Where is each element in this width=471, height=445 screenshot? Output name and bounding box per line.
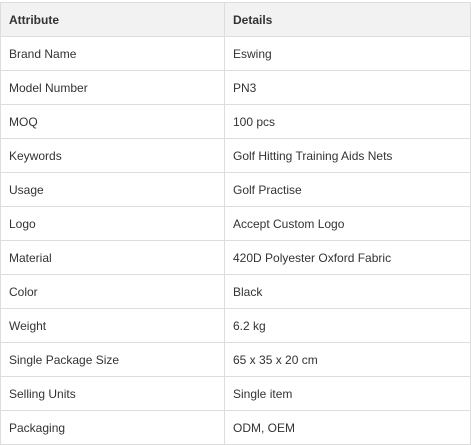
attribute-cell: Keywords	[1, 139, 225, 173]
table-row	[1, 377, 471, 411]
table-row	[1, 343, 471, 377]
attribute-cell: Brand Name	[1, 37, 225, 71]
details-cell: 65 x 35 x 20 cm	[225, 343, 471, 377]
attribute-cell: Logo	[1, 207, 225, 241]
attribute-cell: Packaging	[1, 411, 225, 445]
details-cell: PN3	[225, 71, 471, 105]
details-cell: 6.2 kg	[225, 309, 471, 343]
table-row	[1, 139, 471, 173]
attribute-cell: Selling Units	[1, 377, 225, 411]
details-cell: Black	[225, 275, 471, 309]
table-row	[1, 241, 471, 275]
table-row	[1, 411, 471, 445]
table-row	[1, 173, 471, 207]
table-row	[1, 37, 471, 71]
details-cell: Eswing	[225, 37, 471, 71]
header-details: Details	[225, 3, 471, 37]
details-cell: 420D Polyester Oxford Fabric	[225, 241, 471, 275]
attribute-cell: Material	[1, 241, 225, 275]
details-cell: ODM, OEM	[225, 411, 471, 445]
table-body	[1, 37, 471, 445]
header-attribute: Attribute	[1, 3, 225, 37]
details-cell: Golf Practise	[225, 173, 471, 207]
attribute-cell: Model Number	[1, 71, 225, 105]
attribute-cell: MOQ	[1, 105, 225, 139]
attribute-cell: Usage	[1, 173, 225, 207]
table-row	[1, 275, 471, 309]
table-row	[1, 309, 471, 343]
table-row	[1, 207, 471, 241]
specification-table	[0, 2, 471, 445]
attribute-cell: Weight	[1, 309, 225, 343]
table-row	[1, 71, 471, 105]
table-header	[1, 3, 471, 37]
details-cell: Single item	[225, 377, 471, 411]
attribute-cell: Single Package Size	[1, 343, 225, 377]
details-cell: 100 pcs	[225, 105, 471, 139]
header-row	[1, 3, 471, 37]
attribute-cell: Color	[1, 275, 225, 309]
table-row	[1, 105, 471, 139]
details-cell: Golf Hitting Training Aids Nets	[225, 139, 471, 173]
details-cell: Accept Custom Logo	[225, 207, 471, 241]
